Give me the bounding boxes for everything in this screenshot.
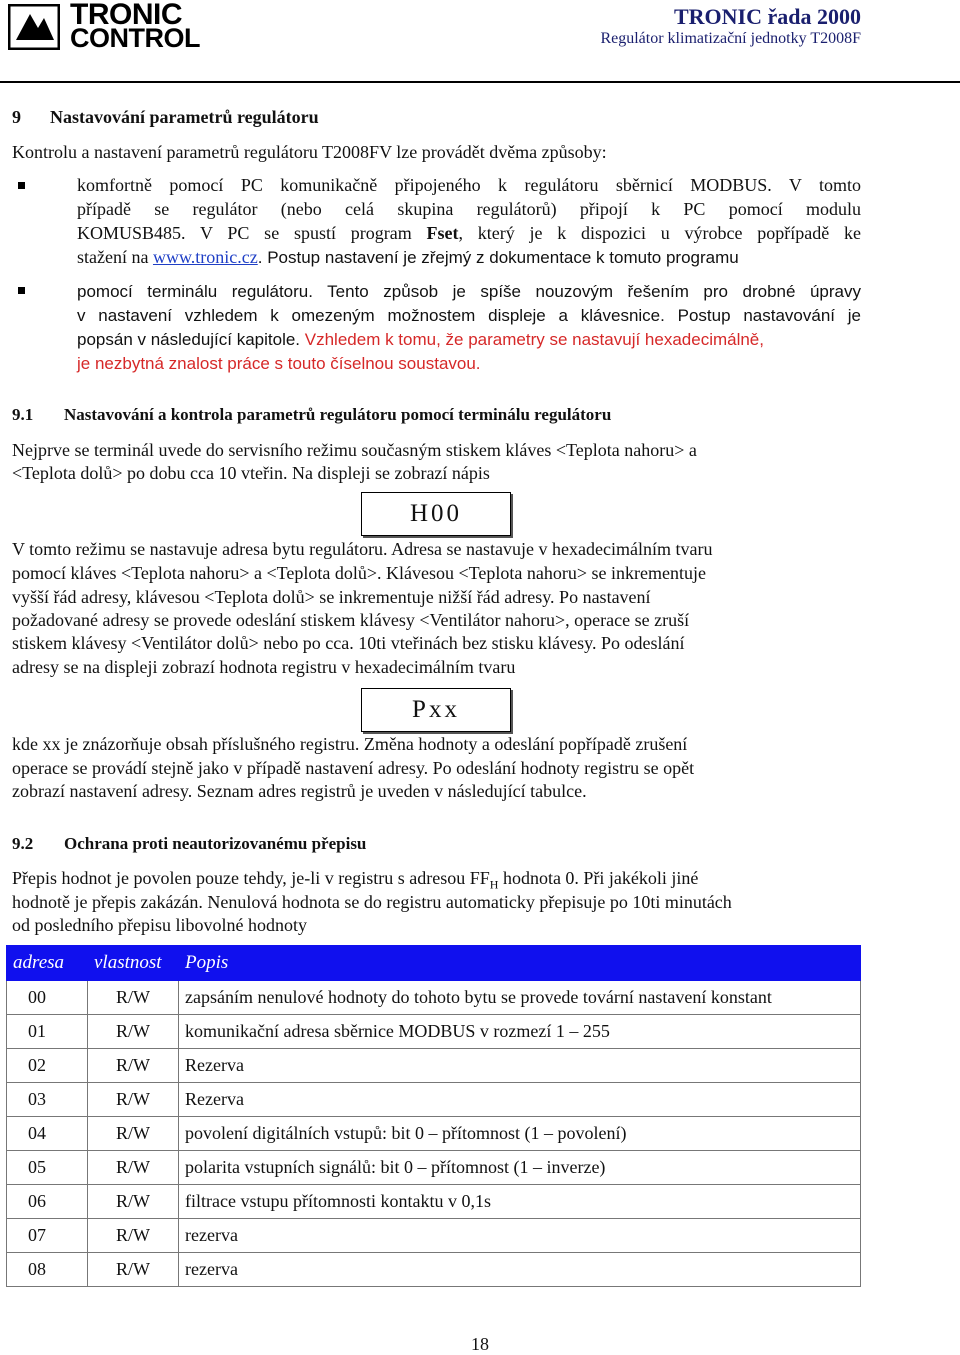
cell-property: R/W <box>88 1185 179 1219</box>
table-row <box>7 1049 861 1083</box>
section-9-2-title: Ochrana proti neautorizovanému přepisu <box>64 834 367 853</box>
cell-address: 06 <box>7 1185 88 1219</box>
section-9-intro: Kontrolu a nastavení parametrů regulátoru T2008FV lze provádět dvěma způsoby: <box>12 142 607 162</box>
bullet2-line1: pomocí terminálu regulátoru. Tento způsob je spíše nouzovým řešením pro drobné úpravy <box>77 282 861 301</box>
table-row <box>7 1253 861 1287</box>
bullet-icon <box>18 287 25 294</box>
section-9-1-title: Nastavování a kontrola parametrů regulátoru pomocí terminálu regulátoru <box>64 405 612 424</box>
bullet-icon <box>18 182 25 189</box>
section-9-1-p1-line1: Nejprve se terminál uvede do servisního režimu současným stiskem kláves <Teplota nahoru> a <box>12 440 697 460</box>
logo-mark-icon <box>8 4 60 50</box>
table-header-row <box>7 946 861 981</box>
section-9-title: Nastavování parametrů regulátoru <box>50 107 319 127</box>
bullet1-line1: komfortně pomocí PC komunikačně připojeného k regulátoru sběrnicí MODBUS. V tomto <box>77 175 861 195</box>
section-9-1-p3-line1: kde xx je znázorňuje obsah příslušného registru. Změna hodnoty a odeslání popřípadě zrušení <box>12 734 688 754</box>
cell-property: R/W <box>88 1083 179 1117</box>
display-readout-h00: H00 <box>361 492 511 536</box>
cell-property: R/W <box>88 1015 179 1049</box>
cell-property: R/W <box>88 1117 179 1151</box>
cell-address: 01 <box>7 1015 88 1049</box>
section-9-number: 9 <box>12 107 21 127</box>
cell-description: komunikační adresa sběrnice MODBUS v rozmezí 1 – 255 <box>179 1015 861 1049</box>
bullet1-line2: případě se regulátor (nebo celá skupina regulátorů) připojí k PC pomocí modulu <box>77 199 861 219</box>
column-header-description: Popis <box>179 946 861 981</box>
header-divider <box>0 81 960 83</box>
cell-description: Rezerva <box>179 1049 861 1083</box>
cell-description: polarita vstupních signálů: bit 0 – přítomnost (1 – inverze) <box>179 1151 861 1185</box>
section-9-1-p2-line3: vyšší řád adresy, klávesou <Teplota dolů> se inkrementuje nižší řád adresy. Po nastavení <box>12 587 651 607</box>
hex-warning-text: Vzhledem k tomu, že parametry se nastavují hexadecimálně, <box>304 330 764 349</box>
column-header-address: adresa <box>7 946 88 981</box>
cell-address: 05 <box>7 1151 88 1185</box>
section-9-1-p2-line1: V tomto režimu se nastavuje adresa bytu regulátoru. Adresa se nastavuje v hexadecimálním tvaru <box>12 539 713 559</box>
cell-address: 02 <box>7 1049 88 1083</box>
section-9-1-p2-line4: požadované adresy se provede odeslání stiskem klávesy <Ventilátor nahoru>, operace se zruší <box>12 610 690 630</box>
cell-description: zapsáním nenulové hodnoty do tohoto bytu se provede tovární nastavení konstant <box>179 981 861 1015</box>
column-header-property: vlastnost <box>88 946 179 981</box>
cell-address: 04 <box>7 1117 88 1151</box>
tronic-website-link[interactable]: www.tronic.cz <box>152 247 258 267</box>
section-9-1-p2-line5: stiskem klávesy <Ventilátor dolů> nebo po cca. 10ti vteřinách bez stisku klávesy. Po odeslání <box>12 633 685 653</box>
cell-description: rezerva <box>179 1219 861 1253</box>
section-9-1-p2-line2: pomocí kláves <Teplota nahoru> a <Teplota dolů>. Klávesou <Teplota nahoru> se inkrementuje <box>12 563 706 583</box>
register-table <box>6 945 861 1287</box>
cell-property: R/W <box>88 981 179 1015</box>
bullet2-line3: popsán v následující kapitole. Vzhledem k tomu, že parametry se nastavují hexadecimálně, <box>77 330 764 349</box>
cell-property: R/W <box>88 1049 179 1083</box>
section-9-1-p2-line6: adresy se na displeji zobrazí hodnota registru v hexadecimálním tvaru <box>12 657 516 677</box>
cell-description: povolení digitálních vstupů: bit 0 – přítomnost (1 – povolení) <box>179 1117 861 1151</box>
cell-description: Rezerva <box>179 1083 861 1117</box>
table-row <box>7 1083 861 1117</box>
section-9-2-line1: Přepis hodnot je povolen pouze tehdy, je-li v registru s adresou $FF_H$ hodnota 0. Při jakékoli jiné <box>12 868 699 892</box>
cell-address: 08 <box>7 1253 88 1287</box>
section-9-2-line3: od posledního přepisu libovolné hodnoty <box>12 915 307 935</box>
program-name-fset: Fset <box>426 223 459 243</box>
table-row <box>7 1185 861 1219</box>
logo-text-line2: CONTROL <box>70 23 200 53</box>
section-9-1-p3-line3: zobrazí nastavení adresy. Seznam adres registrů je uveden v následující tabulce. <box>12 781 587 801</box>
cell-address: 03 <box>7 1083 88 1117</box>
section-9-1-p3-line2: operace se provádí stejně jako v případě nastavení adresy. Po odeslání hodnoty registru se opět <box>12 758 695 778</box>
bullet1-line4: stažení na www.tronic.cz. Postup nastavení je zřejmý z dokumentace k tomuto programu <box>77 247 739 267</box>
bullet2-line2: v nastavení vzhledem k omezeným možnostem displeje a klávesnice. Postup nastavování je <box>77 306 861 325</box>
table-row <box>7 1151 861 1185</box>
display-readout-pxx: Pxx <box>361 688 511 732</box>
cell-description: filtrace vstupu přítomnosti kontaktu v 0,1s <box>179 1185 861 1219</box>
cell-description: rezerva <box>179 1253 861 1287</box>
section-9-1-p1-line2: <Teplota dolů> po dobu cca 10 vteřin. Na displeji se zobrazí nápis <box>12 463 490 483</box>
logo-text-line1: TRONIC <box>70 0 182 31</box>
section-9-1-number: 9.1 <box>12 405 34 424</box>
header-subtitle: Regulátor klimatizační jednotky T2008F <box>600 30 861 47</box>
company-logo <box>8 0 208 52</box>
hex-warning-text-cont: je nezbytná znalost práce s touto číselnou soustavou. <box>77 354 481 373</box>
section-9-2-line2: hodnotě je přepis zakázán. Nenulová hodnota se do registru automaticky přepisuje po 10ti minutách <box>12 892 732 912</box>
cell-address: 07 <box>7 1219 88 1253</box>
header-title: TRONIC řada 2000 <box>673 4 861 29</box>
bullet1-line3: KOMUSB485. V PC se spustí program Fset, který je k dispozici u výrobce popřípadě ke <box>77 223 861 243</box>
table-row <box>7 1219 861 1253</box>
page-number: 18 <box>471 1334 489 1354</box>
cell-property: R/W <box>88 1151 179 1185</box>
table-row <box>7 1015 861 1049</box>
cell-property: R/W <box>88 1219 179 1253</box>
section-9-2-number: 9.2 <box>12 834 34 853</box>
cell-address: 00 <box>7 981 88 1015</box>
table-row <box>7 981 861 1015</box>
cell-property: R/W <box>88 1253 179 1287</box>
table-row <box>7 1117 861 1151</box>
